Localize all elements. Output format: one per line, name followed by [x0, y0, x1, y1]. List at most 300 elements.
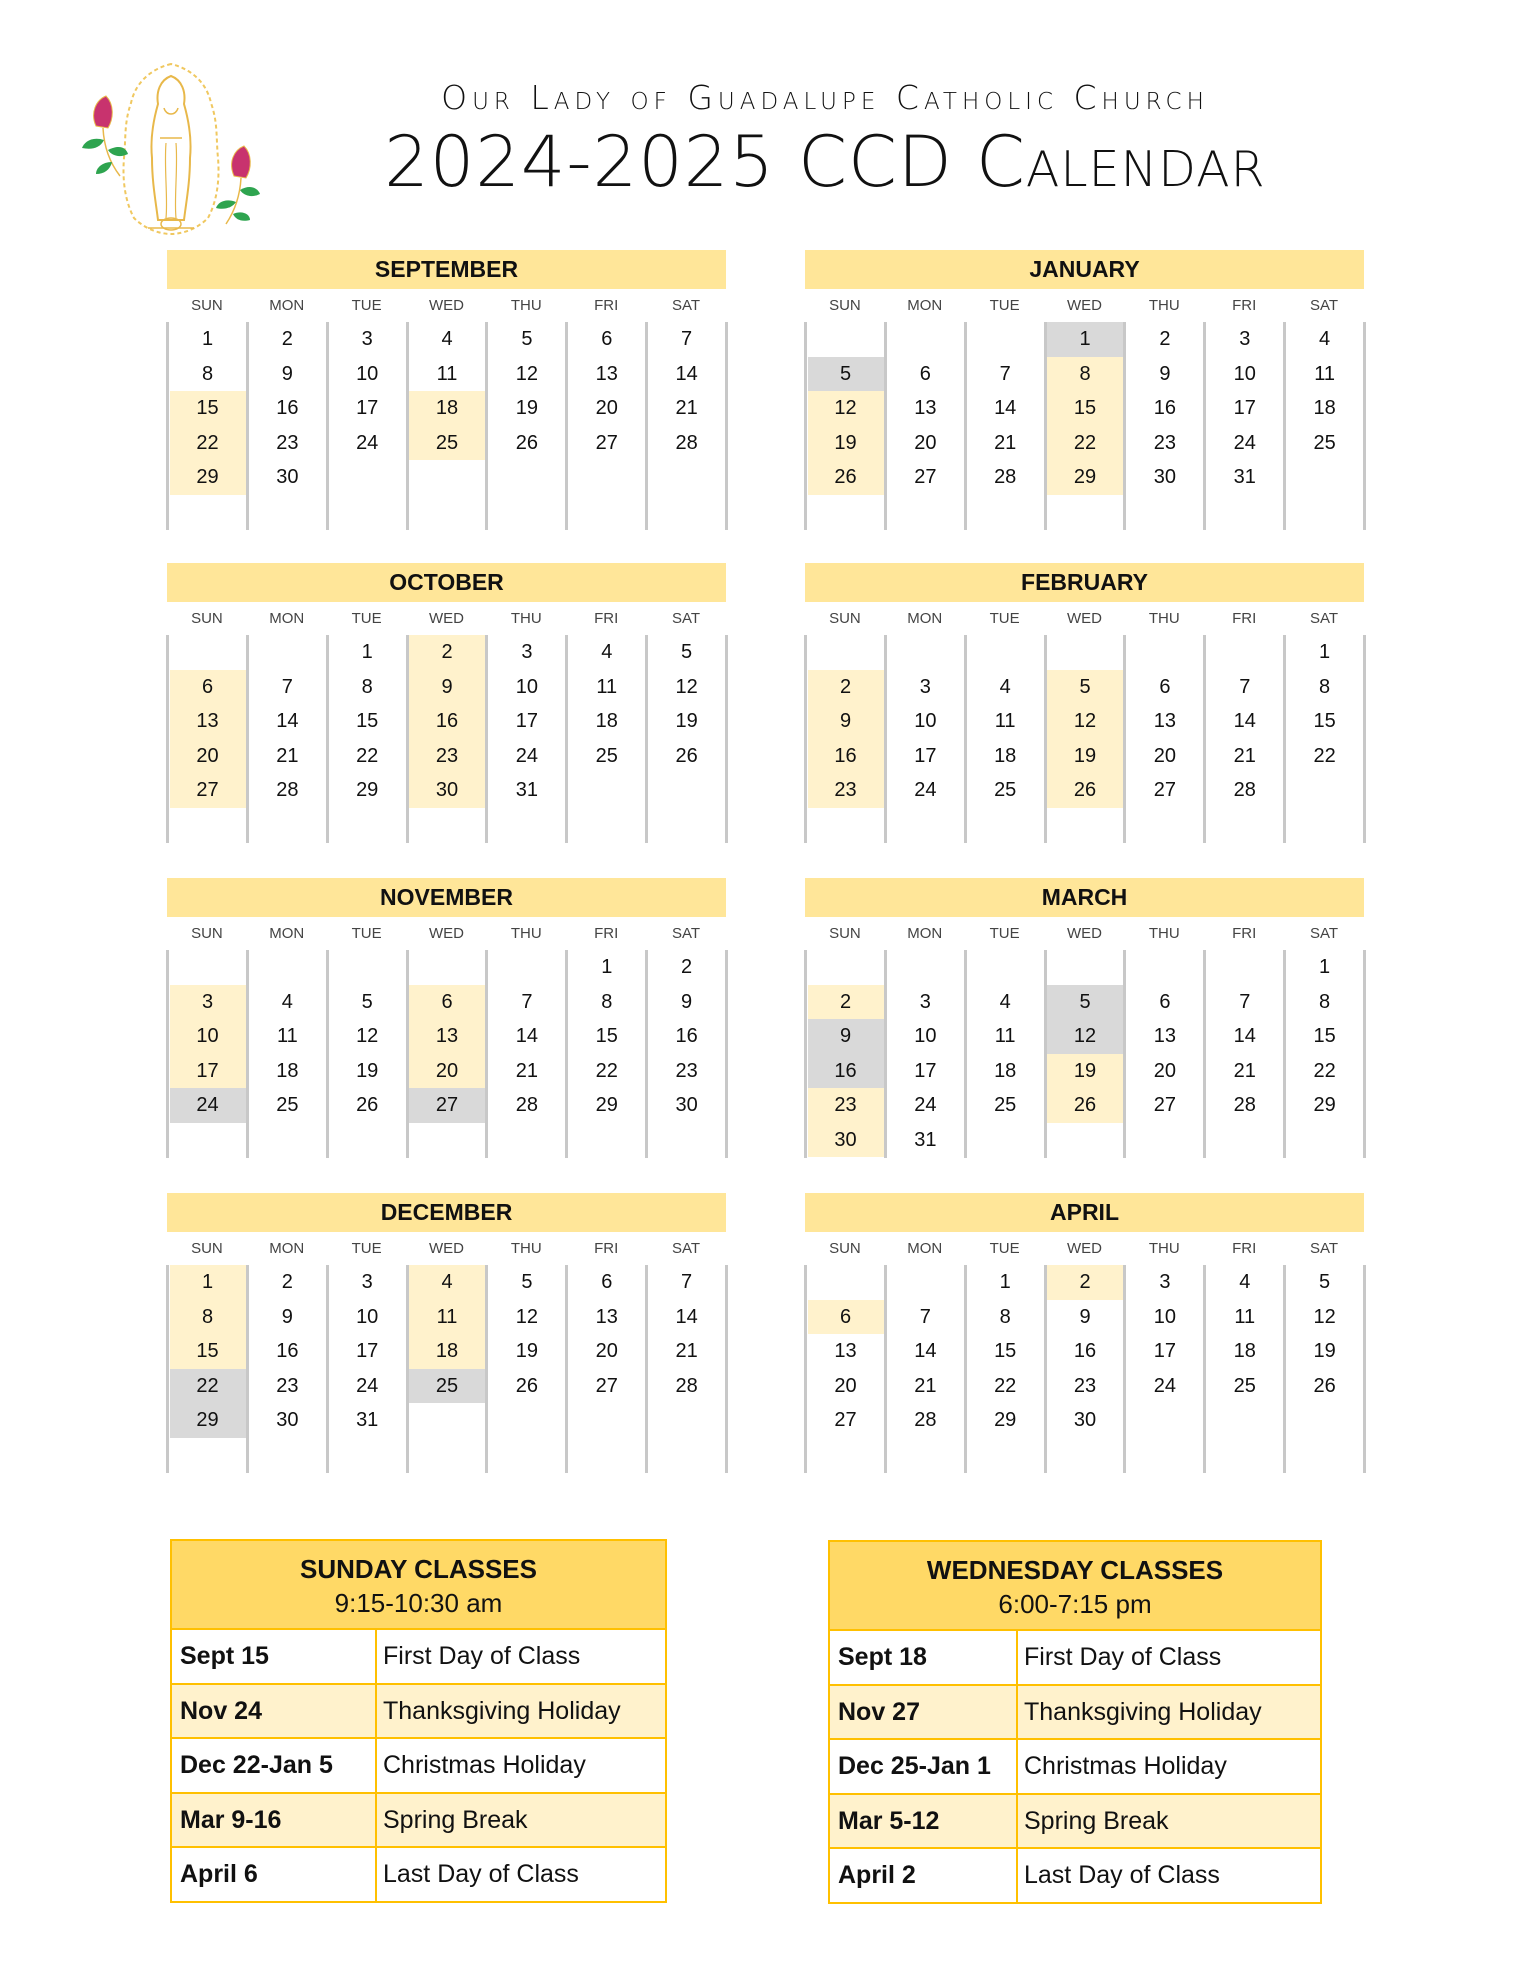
- day-cell: 2: [1159, 328, 1171, 350]
- day-cell: 5: [681, 641, 693, 663]
- weekday-label: FRI: [594, 297, 619, 314]
- weekday-label: MON: [907, 1240, 943, 1257]
- day-cell: 20: [834, 1374, 857, 1397]
- day-cell: 13: [595, 362, 618, 385]
- weekday-label: WED: [428, 925, 464, 942]
- day-cell: 26: [515, 1374, 539, 1397]
- day-cell: 30: [276, 1409, 299, 1431]
- day-cell: 30: [409, 773, 485, 808]
- table-row: [172, 1739, 665, 1794]
- table-row: [830, 1631, 1320, 1686]
- day-cell: 19: [515, 397, 539, 419]
- day-cell: 6: [808, 1300, 884, 1335]
- day-cell: 23: [1073, 1374, 1097, 1397]
- day-cell: 22: [994, 1374, 1017, 1397]
- day-cell: 9: [808, 1019, 884, 1054]
- day-cell: 19: [1047, 739, 1123, 774]
- weekday-label: FRI: [594, 1240, 619, 1257]
- column-divider: [1016, 1795, 1018, 1848]
- day-cell: 17: [914, 744, 937, 767]
- column-divider: [565, 1265, 568, 1473]
- day-cell: 26: [515, 431, 539, 454]
- day-cell: 12: [808, 391, 884, 426]
- weekday-label: SUN: [829, 1240, 861, 1257]
- day-cell: 29: [1313, 1094, 1336, 1116]
- weekday-label: SUN: [191, 297, 223, 314]
- day-cell: 26: [808, 460, 884, 495]
- day-cell: 1: [361, 641, 373, 663]
- weekday-label: THU: [510, 1240, 542, 1257]
- day-cell: 17: [356, 1340, 379, 1362]
- church-name: Our Lady of Guadalupe Catholic Church: [441, 78, 1209, 117]
- day-cell: 23: [276, 1374, 299, 1397]
- day-cell: 22: [1313, 1059, 1336, 1082]
- day-cell: 27: [409, 1088, 485, 1123]
- table-title: WEDNESDAY CLASSES: [926, 1555, 1224, 1585]
- table-row: [830, 1795, 1320, 1850]
- event-name: Spring Break: [383, 1805, 528, 1834]
- day-cell: 27: [170, 773, 246, 808]
- day-cell: 29: [595, 1094, 618, 1116]
- day-cell: 5: [521, 328, 533, 350]
- day-cell: 30: [808, 1123, 884, 1158]
- wednesday-classes-table: [828, 1540, 1322, 1904]
- day-cell: 9: [281, 362, 293, 385]
- day-cell: 20: [914, 431, 937, 454]
- column-divider: [375, 1685, 377, 1738]
- day-cell: 22: [1047, 426, 1123, 461]
- day-cell: 19: [356, 1059, 379, 1082]
- day-cell: 17: [515, 710, 539, 732]
- column-divider: [375, 1848, 377, 1901]
- day-cell: 3: [361, 328, 373, 350]
- column-divider: [406, 950, 409, 1158]
- day-cell: 29: [1047, 460, 1123, 495]
- month-title: SEPTEMBER: [167, 250, 726, 289]
- column-divider: [375, 1630, 377, 1683]
- day-cell: 4: [999, 990, 1011, 1013]
- column-divider: [1044, 1265, 1047, 1473]
- day-cell: 14: [675, 1305, 698, 1328]
- day-cell: 11: [994, 710, 1016, 732]
- event-name: Spring Break: [1024, 1806, 1169, 1835]
- day-cell: 22: [170, 426, 246, 461]
- class-time: 6:00-7:15 pm: [998, 1589, 1152, 1619]
- day-cell: 6: [1159, 675, 1171, 698]
- page-title: 2024-2025 CCD Calendar: [384, 121, 1266, 203]
- column-divider: [565, 950, 568, 1158]
- day-cell: 12: [515, 1305, 539, 1328]
- weekday-labels: [167, 294, 726, 318]
- day-cell: 10: [1233, 362, 1256, 385]
- day-cell: 18: [409, 1334, 485, 1369]
- event-name: First Day of Class: [383, 1642, 581, 1670]
- column-divider: [1016, 1686, 1018, 1739]
- column-divider: [884, 950, 887, 1158]
- day-cell: 1: [999, 1271, 1011, 1293]
- day-cell: 10: [515, 675, 539, 698]
- day-cell: 21: [1233, 744, 1256, 767]
- our-lady-of-guadalupe-logo-icon: [76, 58, 266, 238]
- table-title: SUNDAY CLASSES: [300, 1554, 537, 1584]
- column-divider: [1123, 1265, 1126, 1473]
- column-divider: [645, 1265, 648, 1473]
- day-cell: 31: [515, 779, 539, 801]
- day-cell: 8: [1047, 357, 1123, 392]
- day-cell: 15: [356, 710, 379, 732]
- day-cell: 8: [601, 990, 613, 1013]
- table-row: [172, 1848, 665, 1901]
- day-cell: 23: [276, 431, 299, 454]
- column-divider: [326, 1265, 329, 1473]
- day-cell: 25: [595, 744, 618, 767]
- column-divider: [1123, 635, 1126, 843]
- weekday-label: MON: [907, 925, 943, 942]
- day-cell: 22: [170, 1369, 246, 1404]
- day-cell: 13: [834, 1340, 857, 1362]
- column-divider: [1363, 322, 1366, 530]
- day-cell: 22: [1313, 744, 1336, 767]
- weekday-label: SUN: [191, 1240, 223, 1257]
- day-cell: 19: [515, 1340, 539, 1362]
- weekday-label: FRI: [1232, 610, 1257, 627]
- day-cell: 16: [1153, 397, 1177, 419]
- weekday-label: MON: [269, 925, 305, 942]
- day-cell: 30: [1073, 1409, 1097, 1431]
- weekday-label: THU: [1148, 1240, 1180, 1257]
- day-cell: 27: [595, 431, 618, 454]
- weekday-label: MON: [269, 297, 305, 314]
- day-cell: 9: [808, 704, 884, 739]
- day-cell: 20: [170, 739, 246, 774]
- day-cell: 24: [356, 1374, 379, 1397]
- day-grid: [805, 635, 1364, 843]
- column-divider: [884, 635, 887, 843]
- weekday-labels: [167, 607, 726, 631]
- day-cell: 7: [521, 990, 533, 1013]
- day-cell: 28: [515, 1094, 539, 1116]
- day-cell: 26: [1047, 1088, 1123, 1123]
- day-cell: 28: [994, 466, 1017, 488]
- day-cell: 24: [170, 1088, 246, 1123]
- weekday-label: SAT: [671, 610, 701, 627]
- day-cell: 21: [276, 744, 299, 767]
- weekday-labels: [805, 294, 1364, 318]
- weekday-label: FRI: [1232, 1240, 1257, 1257]
- day-cell: 11: [1314, 362, 1335, 385]
- day-cell: 17: [356, 397, 379, 419]
- day-cell: 26: [1313, 1374, 1336, 1397]
- day-cell: 14: [515, 1025, 539, 1047]
- day-cell: 18: [994, 744, 1017, 767]
- weekday-label: THU: [510, 297, 542, 314]
- column-divider: [246, 950, 249, 1158]
- day-cell: 12: [675, 675, 698, 698]
- day-cell: 2: [808, 985, 884, 1020]
- sunday-classes-table: [170, 1539, 667, 1903]
- day-cell: 25: [994, 1094, 1017, 1116]
- day-cell: 16: [276, 1340, 299, 1362]
- column-divider: [1363, 1265, 1366, 1473]
- day-cell: 28: [675, 1374, 698, 1397]
- day-cell: 3: [521, 641, 533, 663]
- day-cell: 6: [601, 328, 613, 350]
- day-cell: 8: [361, 675, 373, 698]
- day-cell: 14: [675, 362, 698, 385]
- column-divider: [884, 322, 887, 530]
- weekday-label: TUE: [989, 925, 1020, 942]
- day-cell: 21: [675, 397, 698, 419]
- column-divider: [804, 1265, 807, 1473]
- column-divider: [725, 635, 728, 843]
- event-date: Dec 25-Jan 1: [838, 1752, 991, 1780]
- column-divider: [964, 1265, 967, 1473]
- day-cell: 20: [1153, 744, 1177, 767]
- day-cell: 7: [1239, 675, 1251, 698]
- day-cell: 28: [276, 779, 299, 801]
- day-cell: 17: [170, 1054, 246, 1089]
- weekday-labels: [805, 1237, 1364, 1261]
- day-cell: 3: [170, 985, 246, 1020]
- day-cell: 24: [515, 744, 539, 767]
- column-divider: [246, 1265, 249, 1473]
- day-cell: 1: [1047, 322, 1123, 357]
- day-cell: 7: [281, 675, 293, 698]
- weekday-label: TUE: [351, 1240, 382, 1257]
- weekday-label: WED: [1066, 1240, 1102, 1257]
- day-cell: 11: [596, 675, 618, 698]
- day-cell: 13: [914, 397, 937, 419]
- day-cell: 10: [1153, 1305, 1177, 1328]
- column-divider: [1203, 322, 1206, 530]
- weekday-label: THU: [510, 610, 542, 627]
- weekday-label: WED: [1066, 297, 1102, 314]
- event-date: April 6: [180, 1860, 258, 1888]
- weekday-label: TUE: [989, 1240, 1020, 1257]
- day-cell: 18: [595, 710, 618, 732]
- event-name: Last Day of Class: [383, 1860, 579, 1888]
- day-cell: 27: [1153, 1094, 1177, 1116]
- day-cell: 29: [994, 1409, 1017, 1431]
- column-divider: [964, 950, 967, 1158]
- day-cell: 17: [1233, 397, 1256, 419]
- column-divider: [884, 1265, 887, 1473]
- day-cell: 25: [994, 779, 1017, 801]
- month-september: [167, 250, 726, 532]
- day-cell: 18: [276, 1059, 299, 1082]
- day-cell: 10: [356, 1305, 379, 1328]
- day-cell: 8: [1319, 675, 1331, 698]
- weekday-label: WED: [428, 297, 464, 314]
- day-cell: 8: [170, 1300, 246, 1335]
- weekday-label: SUN: [829, 610, 861, 627]
- column-divider: [406, 322, 409, 530]
- day-cell: 14: [276, 710, 299, 732]
- day-cell: 4: [281, 990, 293, 1013]
- day-cell: 14: [914, 1340, 937, 1362]
- day-cell: 8: [201, 362, 214, 385]
- column-divider: [1016, 1631, 1018, 1684]
- day-cell: 3: [1239, 328, 1251, 350]
- day-cell: 17: [914, 1059, 937, 1082]
- event-date: Sept 18: [838, 1643, 927, 1671]
- weekday-label: WED: [1066, 925, 1102, 942]
- day-cell: 21: [914, 1374, 937, 1397]
- day-cell: 15: [994, 1340, 1017, 1362]
- day-cell: 19: [1313, 1340, 1336, 1362]
- day-cell: 24: [914, 1094, 937, 1116]
- column-divider: [1203, 950, 1206, 1158]
- event-date: Nov 27: [838, 1697, 920, 1726]
- column-divider: [1044, 950, 1047, 1158]
- day-cell: 3: [919, 990, 931, 1013]
- weekday-label: THU: [1148, 925, 1180, 942]
- weekday-label: SAT: [671, 925, 701, 942]
- table-row: [172, 1630, 665, 1685]
- day-cell: 14: [1233, 710, 1256, 732]
- day-cell: 23: [675, 1059, 698, 1082]
- day-cell: 5: [361, 990, 373, 1013]
- column-divider: [725, 1265, 728, 1473]
- day-cell: 13: [1153, 1025, 1177, 1047]
- day-cell: 7: [919, 1305, 931, 1328]
- day-cell: 25: [1233, 1374, 1256, 1397]
- day-cell: 4: [1239, 1271, 1251, 1293]
- column-divider: [1363, 950, 1366, 1158]
- day-cell: 7: [999, 362, 1011, 385]
- column-divider: [1123, 950, 1126, 1158]
- day-cell: 21: [675, 1340, 698, 1362]
- weekday-labels: [805, 607, 1364, 631]
- day-cell: 4: [409, 1265, 485, 1300]
- day-cell: 26: [356, 1094, 379, 1116]
- month-april: [805, 1193, 1364, 1475]
- column-divider: [645, 635, 648, 843]
- weekday-label: WED: [428, 610, 464, 627]
- day-grid: [167, 950, 726, 1158]
- event-date: Nov 24: [180, 1696, 262, 1725]
- month-title: DECEMBER: [167, 1193, 726, 1232]
- day-cell: 17: [1153, 1340, 1177, 1362]
- day-cell: 20: [595, 397, 618, 419]
- weekday-labels: [167, 922, 726, 946]
- weekday-label: MON: [269, 610, 305, 627]
- day-cell: 16: [808, 739, 884, 774]
- weekday-label: SAT: [1309, 610, 1339, 627]
- column-divider: [406, 1265, 409, 1473]
- day-cell: 16: [675, 1025, 698, 1047]
- column-divider: [166, 950, 169, 1158]
- day-cell: 24: [1153, 1374, 1177, 1397]
- day-cell: 24: [914, 779, 937, 801]
- day-cell: 15: [1047, 391, 1123, 426]
- event-name: Thanksgiving Holiday: [383, 1696, 621, 1725]
- day-cell: 11: [409, 1300, 485, 1335]
- day-cell: 31: [914, 1128, 937, 1151]
- weekday-label: WED: [1066, 610, 1102, 627]
- day-cell: 31: [1233, 466, 1256, 488]
- day-cell: 6: [601, 1271, 613, 1293]
- day-cell: 27: [914, 466, 937, 488]
- day-cell: 16: [808, 1054, 884, 1089]
- month-title: MARCH: [805, 878, 1364, 917]
- column-divider: [485, 322, 488, 530]
- event-date: Mar 9-16: [180, 1805, 282, 1834]
- day-cell: 12: [1047, 704, 1123, 739]
- day-grid: [167, 1265, 726, 1473]
- day-cell: 10: [170, 1019, 246, 1054]
- column-divider: [725, 950, 728, 1158]
- day-cell: 18: [1233, 1340, 1256, 1362]
- column-divider: [1363, 635, 1366, 843]
- column-divider: [565, 322, 568, 530]
- day-cell: 30: [1153, 466, 1177, 488]
- weekday-label: THU: [1148, 610, 1180, 627]
- day-cell: 15: [1313, 710, 1336, 732]
- weekday-label: TUE: [989, 610, 1020, 627]
- column-divider: [1283, 322, 1286, 530]
- column-divider: [1016, 1740, 1018, 1793]
- day-cell: 3: [919, 675, 931, 698]
- day-cell: 19: [1047, 1054, 1123, 1089]
- day-cell: 1: [170, 1265, 246, 1300]
- weekday-label: FRI: [1232, 297, 1257, 314]
- day-cell: 28: [1233, 779, 1256, 801]
- day-cell: 6: [409, 985, 485, 1020]
- weekday-label: SUN: [191, 610, 223, 627]
- weekday-label: FRI: [594, 925, 619, 942]
- weekday-label: TUE: [351, 925, 382, 942]
- day-cell: 13: [170, 704, 246, 739]
- day-cell: 1: [201, 328, 214, 350]
- table-row: [172, 1685, 665, 1740]
- day-cell: 2: [1047, 1265, 1123, 1300]
- day-cell: 12: [515, 362, 539, 385]
- column-divider: [645, 950, 648, 1158]
- day-cell: 12: [1047, 1019, 1123, 1054]
- table-row: [830, 1686, 1320, 1741]
- column-divider: [1123, 322, 1126, 530]
- event-name: Thanksgiving Holiday: [1024, 1697, 1262, 1726]
- day-grid: [805, 950, 1364, 1158]
- day-cell: 4: [441, 328, 453, 350]
- weekday-label: THU: [510, 925, 542, 942]
- day-cell: 9: [1159, 362, 1171, 385]
- class-time: 9:15-10:30 am: [334, 1588, 503, 1618]
- day-cell: 4: [999, 675, 1011, 698]
- day-cell: 28: [1233, 1094, 1256, 1116]
- weekday-label: TUE: [351, 297, 382, 314]
- column-divider: [166, 322, 169, 530]
- day-cell: 2: [409, 635, 485, 670]
- day-cell: 11: [994, 1025, 1016, 1047]
- weekday-label: SUN: [829, 925, 861, 942]
- day-cell: 13: [595, 1305, 618, 1328]
- day-cell: 6: [170, 670, 246, 705]
- weekday-label: MON: [907, 610, 943, 627]
- weekday-label: TUE: [351, 610, 382, 627]
- day-cell: 4: [601, 641, 613, 663]
- day-cell: 4: [1319, 328, 1331, 350]
- day-cell: 27: [834, 1409, 857, 1431]
- column-divider: [1044, 322, 1047, 530]
- day-cell: 19: [675, 710, 698, 732]
- day-cell: 6: [1159, 990, 1171, 1013]
- column-divider: [375, 1739, 377, 1792]
- column-divider: [166, 1265, 169, 1473]
- day-cell: 20: [595, 1340, 618, 1362]
- day-cell: 1: [1319, 956, 1331, 978]
